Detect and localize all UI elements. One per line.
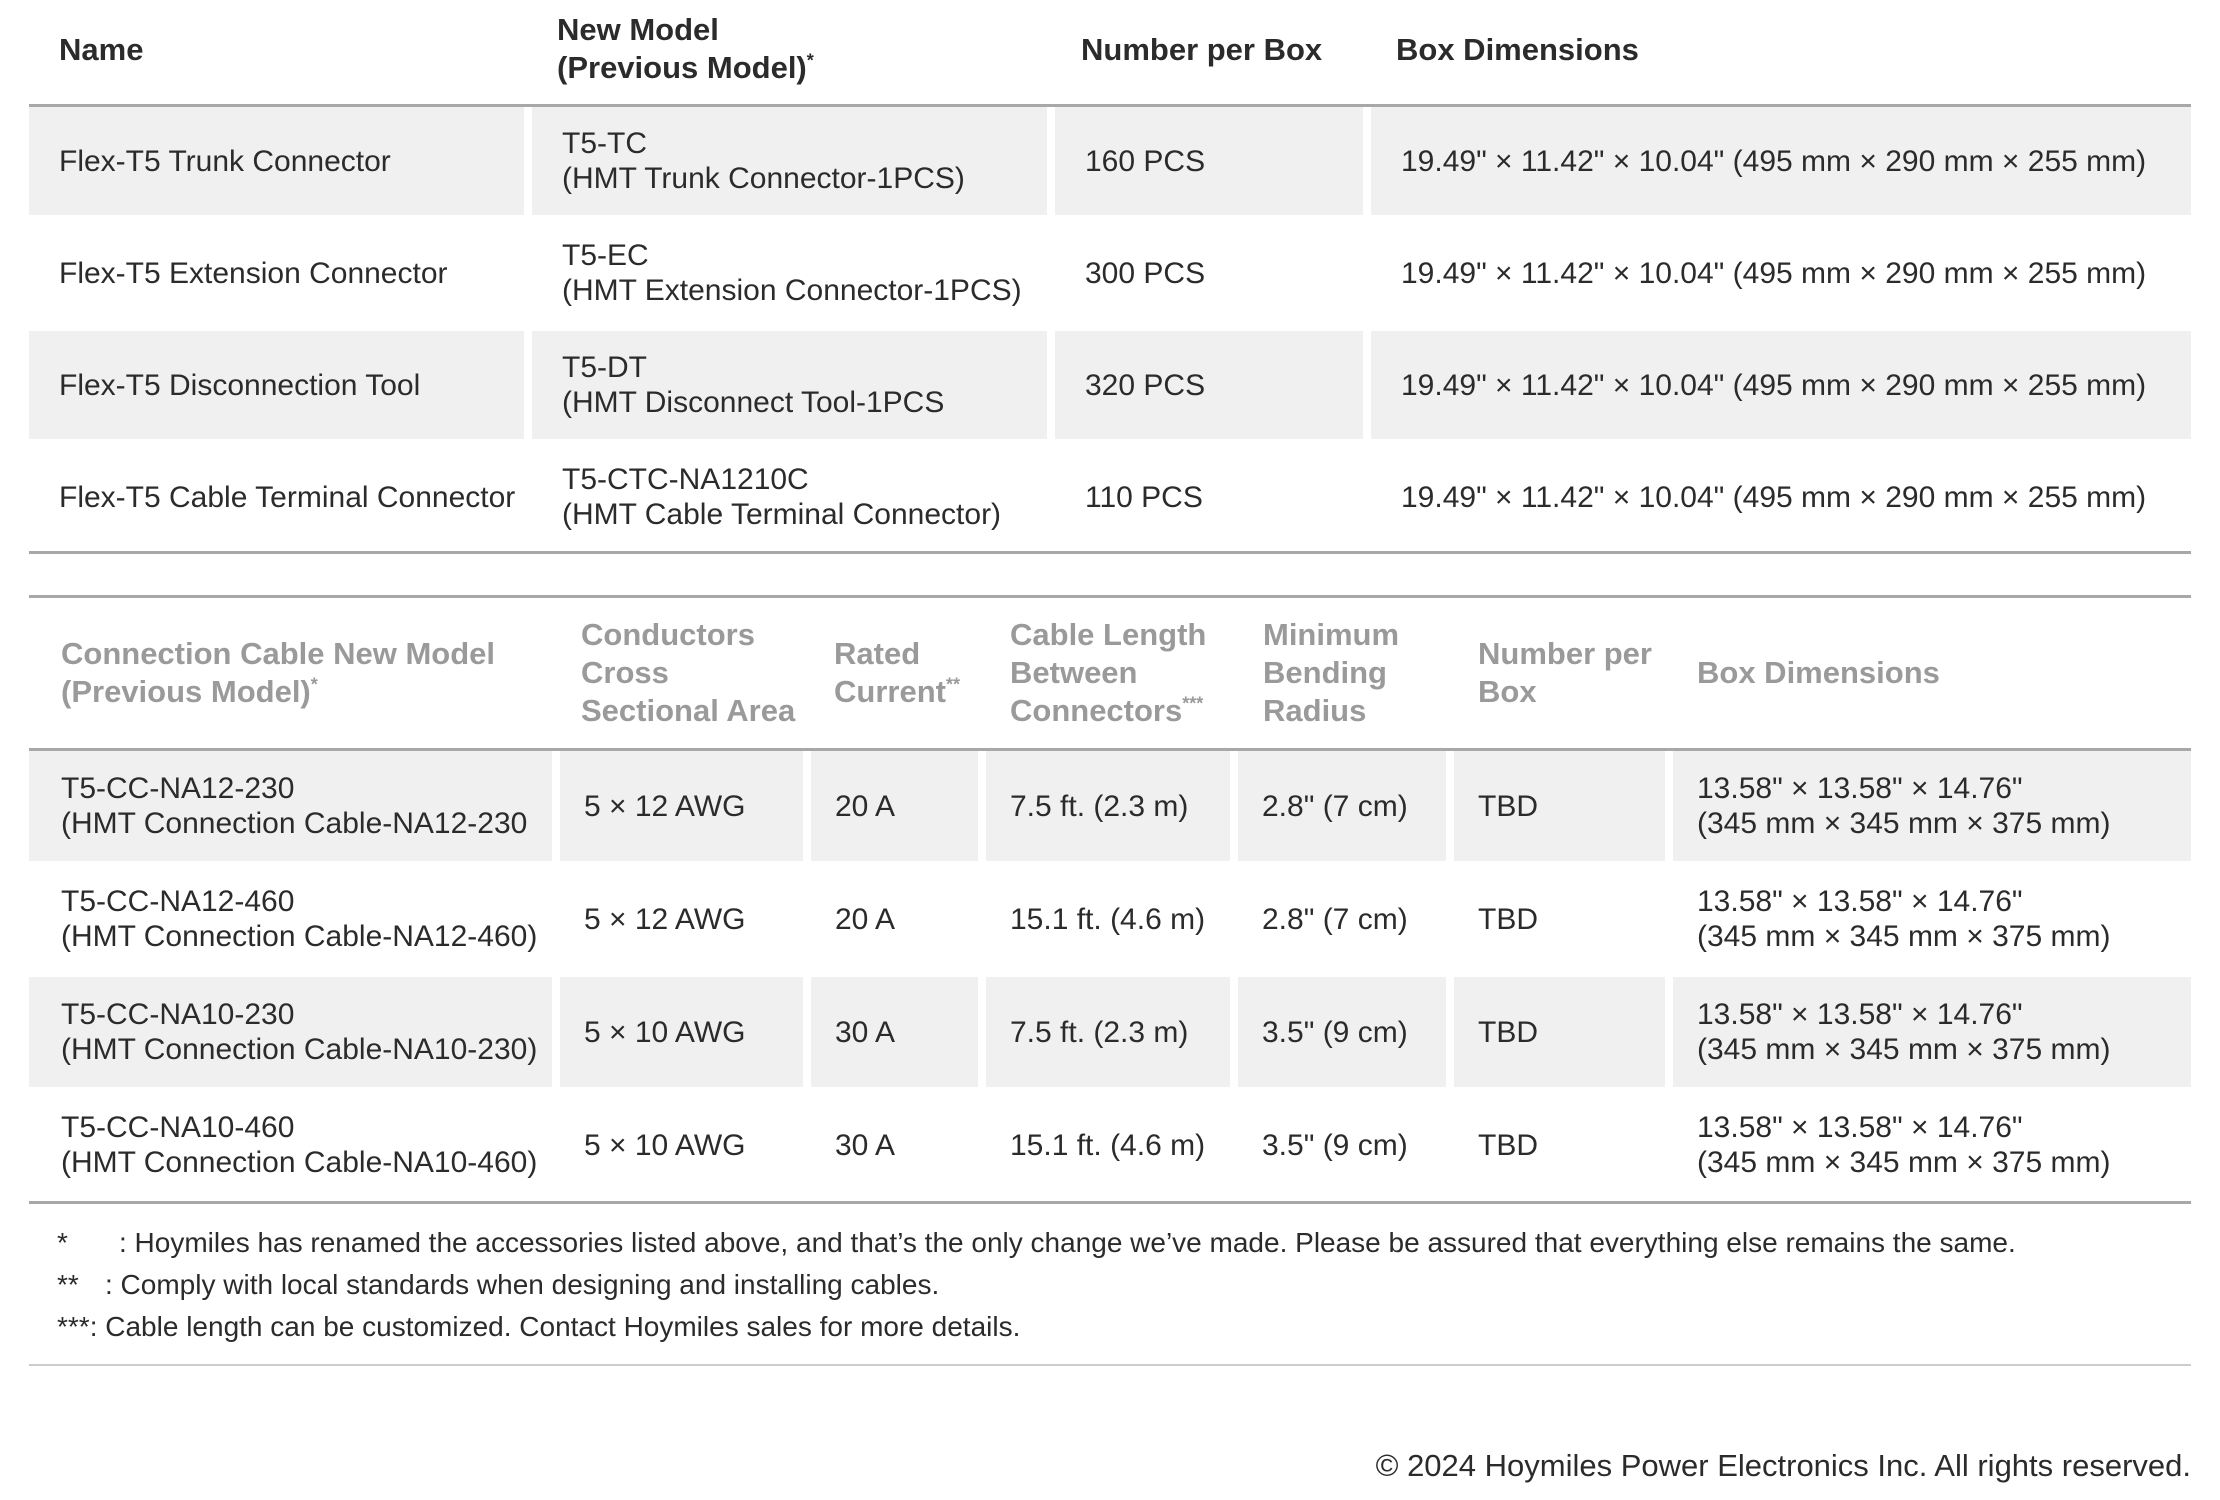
cell-rated-current: 30 A [835,1128,896,1162]
cell-conductors: 5 × 12 AWG [560,751,803,861]
cell-name: Flex-T5 Cable Terminal Connector [59,480,516,514]
header-box-dimensions: Box Dimensions [1396,32,1639,67]
cell-bending-radius: 3.5" (9 cm) [1238,977,1446,1087]
table-divider [29,1201,2191,1204]
cell-box-dimensions: 13.58" × 13.58" × 14.76" (345 mm × 345 mm × 375 mm) [1697,1111,2111,1179]
header-new-model [557,11,814,87]
cell-rated-current: 20 A [835,902,896,936]
cell-name: Flex-T5 Disconnection Tool [29,331,524,439]
cell-box-dimensions: 19.49" × 11.42" × 10.04" (495 mm × 290 mm × 255 mm) [1371,331,2191,439]
cell-box-dimensions: 19.49" × 11.42" × 10.04" (495 mm × 290 mm × 255 mm) [1401,480,2147,514]
header-conductors: Conductors Cross Sectional Area [581,617,796,728]
triple-asterisk-note-marker: *** [1182,693,1204,714]
table-row [29,751,2191,861]
header-new-model-line2: (Previous Model)* [557,50,814,85]
table-row [29,107,2191,215]
model-code: T5-CC-NA10-230 [61,998,295,1031]
cell-rated-current: 30 A [811,977,978,1087]
cell-model [532,331,1047,439]
model-code: T5-TC [562,127,647,160]
previous-model: (HMT Connection Cable-NA10-460) [61,1146,538,1179]
footnotes [57,1222,2016,1348]
cell-model [532,107,1047,215]
cell-model [29,977,552,1087]
cell-number: 320 PCS [1055,331,1363,439]
cell-number: TBD [1478,902,1538,936]
header-number-per-box: Number per Box [1478,636,1652,709]
cell-cable-length: 15.1 ft. (4.6 m) [1010,1128,1206,1162]
cell-conductors: 5 × 10 AWG [584,1128,746,1162]
table-row [29,864,2191,974]
asterisk-note-marker: * [310,674,318,695]
cell-number: TBD [1454,751,1665,861]
cell-rated-current: 20 A [811,751,978,861]
cell-number: 110 PCS [1085,480,1203,514]
table-row [29,1090,2191,1200]
previous-model: (HMT Connection Cable-NA12-460) [61,920,538,953]
accessory-table-header [29,0,2191,107]
cell-model [29,1090,552,1200]
model-code: T5-CC-NA12-460 [61,885,295,918]
table-divider [29,551,2191,554]
footnote-text: : Cable length can be customized. Contact Hoymiles sales for more details. [89,1311,1021,1342]
table-row [29,443,2191,551]
cell-box-dimensions: 19.49" × 11.42" × 10.04" (495 mm × 290 mm × 255 mm) [1401,256,2147,290]
footnote-text: : Comply with local standards when designing and installing cables. [105,1269,940,1300]
previous-model: (HMT Trunk Connector-1PCS) [562,162,965,195]
cell-cable-length: 7.5 ft. (2.3 m) [986,751,1230,861]
header-cable-length: Cable Length Between Connectors*** [1010,617,1207,728]
cell-cable-length: 7.5 ft. (2.3 m) [986,977,1230,1087]
cell-model [532,219,1047,327]
footnote-marker: *** [57,1311,90,1342]
cell-model [532,443,1047,551]
double-asterisk-note-marker: ** [945,674,960,695]
header-number-per-box: Number per Box [1081,32,1323,67]
header-new-model-line1: New Model [557,12,719,47]
cell-bending-radius: 2.8" (7 cm) [1238,751,1446,861]
notes-divider [29,1364,2191,1366]
cell-box-dimensions: 19.49" × 11.42" × 10.04" (495 mm × 290 mm × 255 mm) [1371,107,2191,215]
cell-box-dimensions: 13.58" × 13.58" × 14.76" (345 mm × 345 mm × 375 mm) [1697,885,2111,953]
model-code: T5-CC-NA10-460 [61,1111,295,1144]
header-cable-model: Connection Cable New Model (Previous Model)* [61,636,496,709]
cable-table-header [29,598,2191,751]
footnote [57,1306,2016,1348]
cell-number: 300 PCS [1085,256,1206,290]
cell-cable-length: 15.1 ft. (4.6 m) [1010,902,1206,936]
table-row [29,977,2191,1087]
header-box-dimensions: Box Dimensions [1697,655,1940,690]
model-code: T5-CTC-NA1210C [562,463,809,496]
cell-box-dimensions: 13.58" × 13.58" × 14.76" (345 mm × 345 mm × 375 mm) [1673,751,2191,861]
model-code: T5-CC-NA12-230 [61,772,295,805]
asterisk-note-marker: * [806,50,814,71]
previous-model: (HMT Connection Cable-NA10-230) [61,1033,538,1066]
cell-conductors: 5 × 10 AWG [560,977,803,1087]
table-row [29,331,2191,439]
cell-name: Flex-T5 Extension Connector [59,256,448,290]
previous-model: (HMT Cable Terminal Connector) [562,498,1002,531]
cell-number: 160 PCS [1055,107,1363,215]
header-name: Name [59,32,144,67]
cell-model [29,751,552,861]
previous-model: (HMT Disconnect Tool-1PCS [562,386,945,419]
cell-conductors: 5 × 12 AWG [584,902,746,936]
footnote-marker: * [57,1227,68,1258]
model-code: T5-DT [562,351,647,384]
cell-number: TBD [1454,977,1665,1087]
previous-model: (HMT Connection Cable-NA12-230 [61,807,528,840]
model-code: T5-EC [562,239,649,272]
cell-name: Flex-T5 Trunk Connector [29,107,524,215]
cell-number: TBD [1478,1128,1538,1162]
header-rated-current: Rated Current** [834,636,960,709]
footnote [57,1222,2016,1264]
footnote-text: : Hoymiles has renamed the accessories listed above, and that’s the only change we’ve made. Please be assured that everything else remains the same. [119,1227,2016,1258]
header-bending-radius: Minimum Bending Radius [1263,617,1400,728]
cell-model [29,864,552,974]
table-row [29,219,2191,327]
footnote-marker: ** [57,1269,79,1300]
cell-bending-radius: 3.5" (9 cm) [1262,1128,1408,1162]
cell-bending-radius: 2.8" (7 cm) [1262,902,1408,936]
footnote [57,1264,2016,1306]
previous-model: (HMT Extension Connector-1PCS) [562,274,1022,307]
cell-box-dimensions: 13.58" × 13.58" × 14.76" (345 mm × 345 mm × 375 mm) [1673,977,2191,1087]
copyright-notice: © 2024 Hoymiles Power Electronics Inc. All rights reserved. [1375,1448,2191,1483]
